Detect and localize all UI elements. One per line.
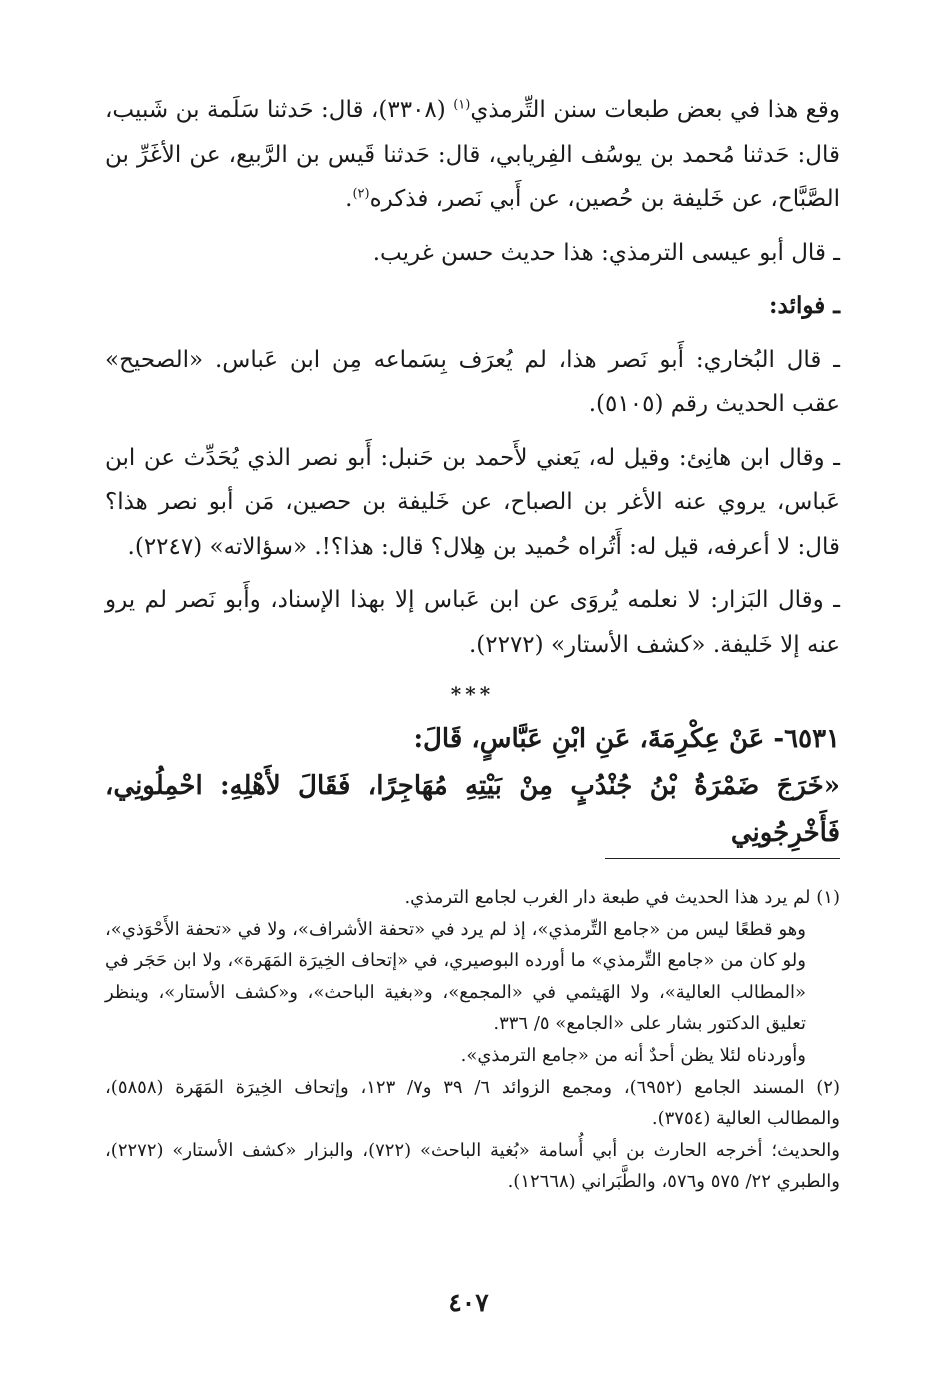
isnad-end: .: [345, 186, 353, 212]
paragraph-isnad: [105, 88, 840, 222]
footnotes: [105, 882, 840, 1198]
isnad-text: وقع هذا في بعض طبعات سنن التِّرمذي: [470, 97, 840, 123]
paragraph-ibn-hani: ـ وقال ابن هانِئ: وقيل له، يَعني لأَحمد بن حَنبل: أَبو نصر الذي يُحَدِّث عن ابن عَباس، يروي عنه الأغر بن الصباح، عن خَليفة بن حصين، مَن أبو نصر هذا؟ قال: لا أعرفه، قيل له: أَتُراه حُميد بن هِلال؟ قال: هذا؟!. «سؤالاته» (٢٢٤٧).: [105, 444, 840, 560]
fawaid-heading: ـ فوائد:: [769, 292, 840, 319]
footnote-2: (٢) المسند الجامع (٦٩٥٢)، ومجمع الزوائد ٦/ ٣٩ و٧/ ١٢٣، وإتحاف الخِيرَة المَهَرة (٥٨٥٨)، والمطالب العالية (٣٧٥٤).: [105, 1076, 840, 1130]
footnote-1-closing: وأوردناه لئلا يظن أحدٌ أنه من «جامع الترمذي».: [460, 1044, 806, 1066]
isnad-text-rest: (٣٣٠٨)، قال: حَدثنا سَلَمة بن شَبيب، قال: حَدثنا مُحمد بن يوسُف الفِريابي، قال: حَدثنا قَيس بن الرَّبيع، عن الأغَرِّ بن الصَّبَّاح، عن خَليفة بن حُصين، عن أَبي نَصر، فذكره: [105, 97, 840, 212]
footnote-1-paragraph: وهو قطعًا ليس من «جامع التِّرمذي»، إذ لم يرد في «تحفة الأشراف»، ولا في «تحفة الأَحْوَذي»، ولو كان من «جامع التِّرمذي» ما أورده البوصيري، في «إتحاف الخِيرَة المَهَرة»، ولا ابن حَجَر في «المطالب العالية»، ولا الهَيثمي في «المجمع»، و«بغية الباحث»، و«كشف الأستار»، وينظر تعليق الدكتور بشار على «الجامع» ٥/ ٣٣٦.: [105, 918, 806, 1035]
hadith-text: «خَرَجَ ضَمْرَةُ بْنُ جُنْدُبٍ مِنْ بَيْتِهِ مُهَاجِرًا، فَقَالَ لأَهْلِهِ: احْمِلُونِي، فَأَخْرِجُونِي: [105, 771, 840, 848]
footnote-1: (١) لم يرد هذا الحديث في طبعة دار الغرب لجامع الترمذي.: [404, 887, 840, 908]
page-number: ٤٠٧: [448, 1288, 489, 1317]
footnote-divider: [605, 858, 840, 859]
section-separator: ***: [450, 682, 495, 706]
footnote-ref-2[interactable]: (٢): [352, 186, 370, 202]
footnote-2-paragraph: والحديث؛ أخرجه الحارث بن أبي أُسامة «بُغية الباحث» (٧٢٢)، والبزار «كشف الأستار» (٢٢٧٢)، والطبري ٢٢/ ٥٧٥ و٥٧٦، والطَّبَراني (١٢٦٦٨).: [105, 1139, 841, 1193]
paragraph-bukhari: ـ قال البُخاري: أَبو نَصر هذا، لم يُعرَف بِسَماعه مِن ابن عَباس. «الصحيح» عقب الحديث رقم (٥١٠٥).: [105, 346, 840, 417]
footnote-ref-1[interactable]: (١): [453, 97, 471, 113]
hadith-heading: ٦٥٣١- عَنْ عِكْرِمَةَ، عَنِ ابْنِ عَبَّاسٍ، قَالَ:: [413, 724, 840, 754]
paragraph-bazzar: ـ وقال البَزار: لا نعلمه يُروَى عن ابن عَباس إلا بهذا الإسناد، وأَبو نَصر لم يرو عنه إلا خَليفة. «كشف الأستار» (٢٢٧٢).: [105, 587, 840, 658]
main-text: [105, 88, 840, 857]
paragraph-tirmidhi-grade: ـ قال أبو عيسى الترمذي: هذا حديث حسن غريب.: [372, 239, 840, 266]
